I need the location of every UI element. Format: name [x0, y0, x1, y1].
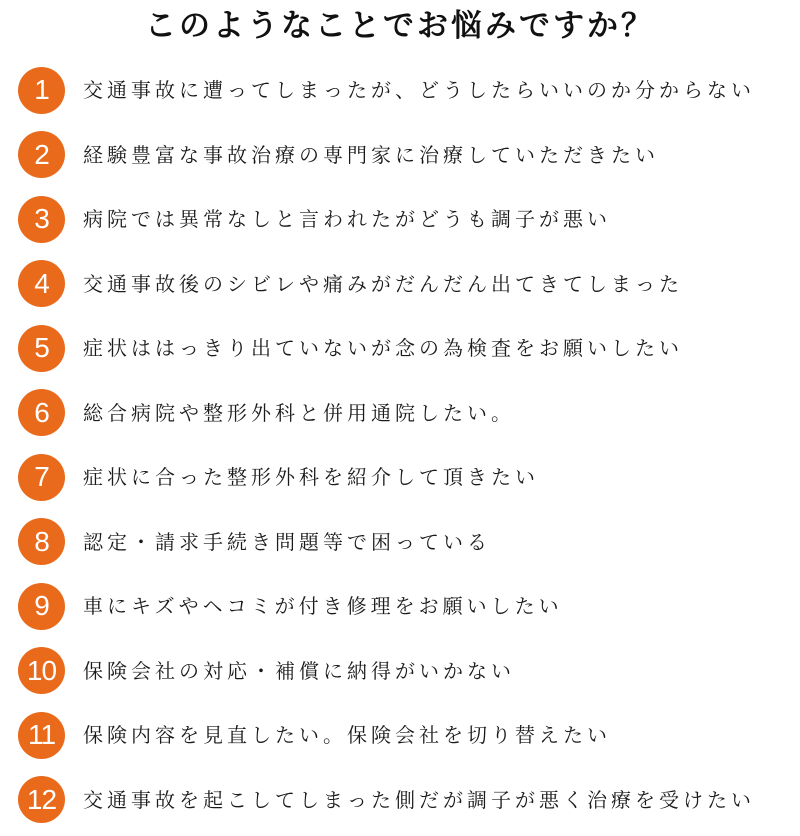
list-item-text: 交通事故後のシビレや痛みがだんだん出てきてしまった [83, 271, 683, 296]
list-item [18, 123, 794, 188]
list-item-text: 総合病院や整形外科と併用通院したい。 [83, 400, 515, 425]
page-title: このようなことでお悩みですか？ [145, 8, 655, 44]
number-badge: 12 [18, 776, 65, 823]
number-badge: 10 [18, 647, 65, 694]
number-badge: 1 [18, 67, 65, 114]
number-badge: 2 [18, 131, 65, 178]
number-badge: 9 [18, 583, 65, 630]
number-badge: 4 [18, 260, 65, 307]
list-item-text: 交通事故を起こしてしまった側だが調子が悪く治療を受けたい [83, 787, 755, 812]
number-badge: 3 [18, 196, 65, 243]
list-item [18, 445, 794, 510]
list-item-text: 認定・請求手続き問題等で困っている [83, 529, 491, 554]
list-item [18, 58, 794, 123]
list-item-text: 症状に合った整形外科を紹介して頂きたい [83, 465, 539, 490]
list-item [18, 768, 794, 833]
list-item-text: 保険会社の対応・補償に納得がいかない [83, 658, 515, 683]
number-badge: 7 [18, 454, 65, 501]
list-item-text: 保険内容を見直したい。保険会社を切り替えたい [83, 723, 611, 748]
list-item [18, 187, 794, 252]
list-item [18, 703, 794, 768]
list-item [18, 510, 794, 575]
number-badge: 8 [18, 518, 65, 565]
list-item-text: 交通事故に遭ってしまったが、どうしたらいいのか分からない [83, 78, 755, 103]
list-item [18, 252, 794, 317]
number-badge: 5 [18, 325, 65, 372]
list-item [18, 639, 794, 704]
number-badge: 11 [18, 712, 65, 759]
number-badge: 6 [18, 389, 65, 436]
list-item [18, 574, 794, 639]
list-item-text: 経験豊富な事故治療の専門家に治療していただきたい [83, 142, 659, 167]
list-item-text: 車にキズやヘコミが付き修理をお願いしたい [83, 594, 563, 619]
concerns-list [18, 58, 794, 832]
list-item [18, 381, 794, 446]
list-item [18, 316, 794, 381]
list-item-text: 症状ははっきり出ていないが念の為検査をお願いしたい [83, 336, 683, 361]
list-item-text: 病院では異常なしと言われたがどうも調子が悪い [83, 207, 611, 232]
